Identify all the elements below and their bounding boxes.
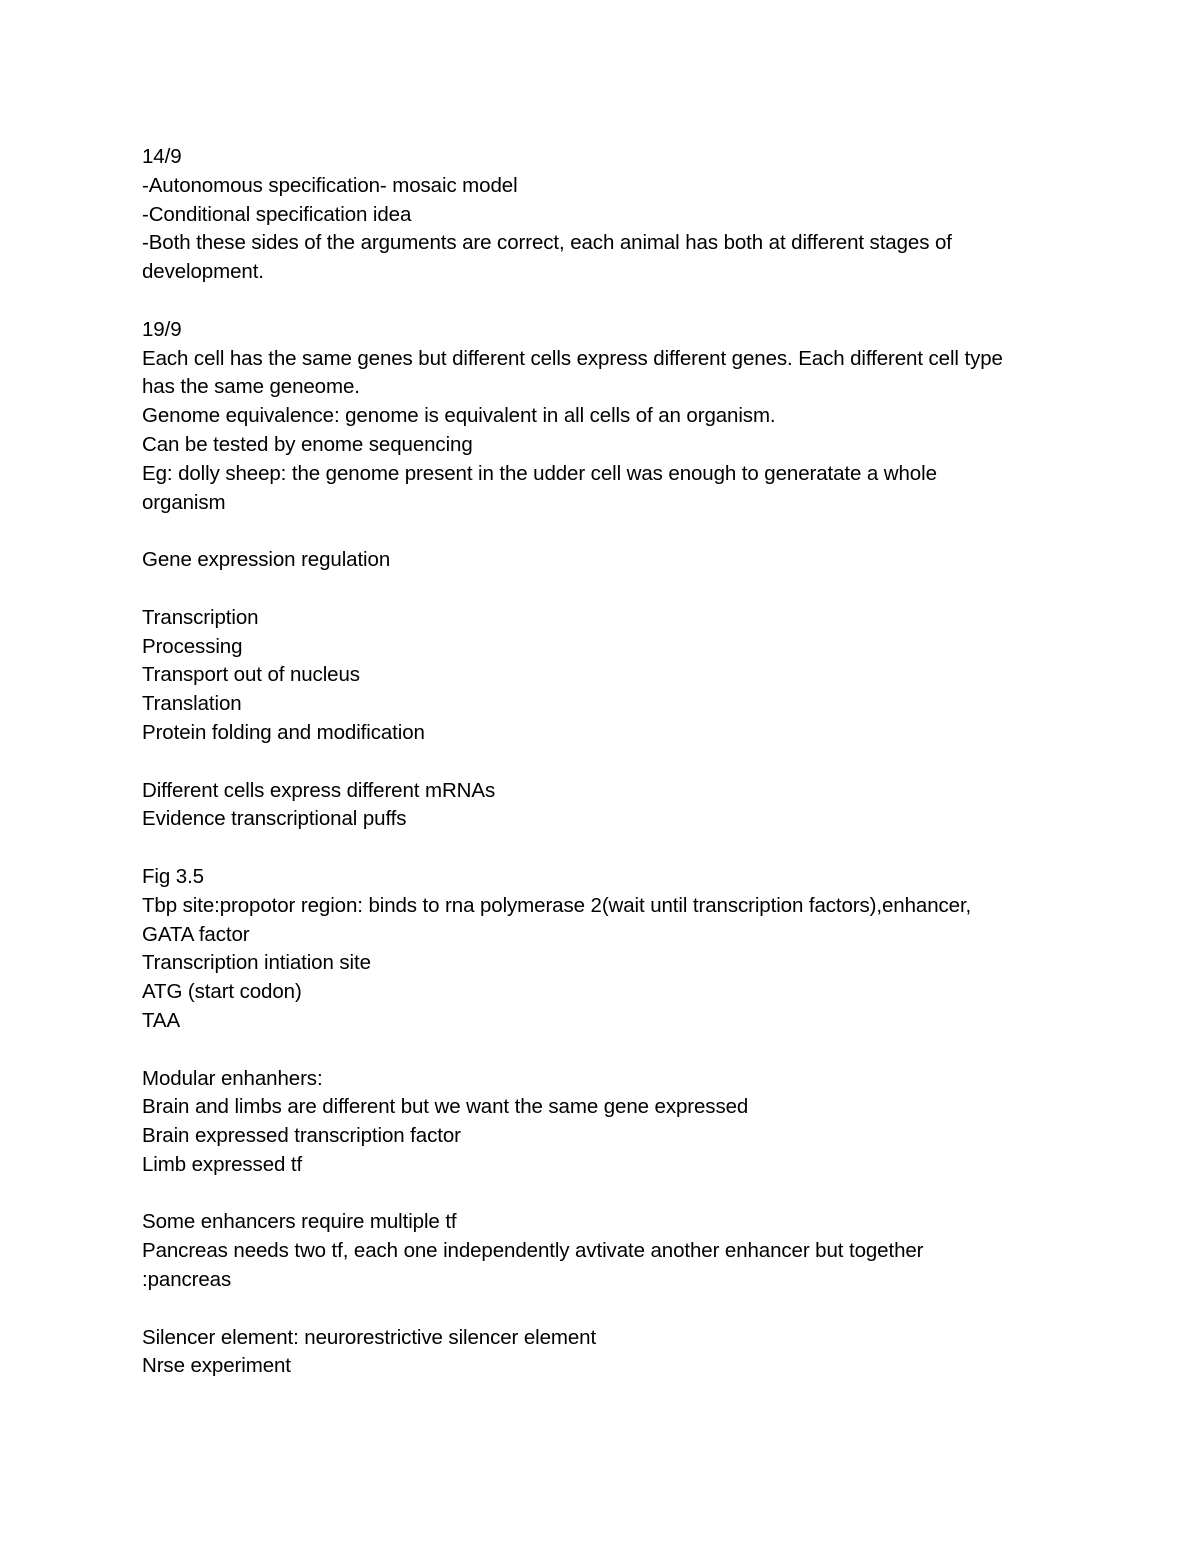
text-line: -Conditional specification idea xyxy=(142,202,412,226)
text-line: GATA factor xyxy=(142,922,250,946)
blank-line xyxy=(142,287,1062,316)
text-line: Can be tested by enome sequencing xyxy=(142,432,473,456)
text-line: Evidence transcriptional puffs xyxy=(142,807,407,831)
text-line: Tbp site:propotor region: binds to rna polymerase 2(wait until transcription factors),enhancer, xyxy=(142,893,972,917)
blank-line xyxy=(142,1295,1062,1324)
blank-line xyxy=(142,834,1062,863)
text-line: Some enhancers require multiple tf xyxy=(142,1210,457,1234)
text-line: Silencer element: neurorestrictive silencer element xyxy=(142,1325,597,1349)
text-line: Nrse experiment xyxy=(142,1354,291,1378)
section-19-9 xyxy=(142,316,1062,518)
section-gene-expression-regulation xyxy=(142,546,1062,575)
section-mrnas xyxy=(142,777,1062,835)
section-silencer xyxy=(142,1324,1062,1382)
blank-line xyxy=(142,748,1062,777)
text-line: TAA xyxy=(142,1008,181,1032)
list-item: Processing xyxy=(142,634,243,658)
text-line: Brain and limbs are different but we want the same gene expressed xyxy=(142,1095,749,1119)
list-item: Translation xyxy=(142,692,242,716)
text-line: Each cell has the same genes but different cells express different genes. Each different cell type xyxy=(142,346,1003,370)
list-item: Transcription xyxy=(142,605,259,629)
text-line: Pancreas needs two tf, each one independently avtivate another enhancer but together xyxy=(142,1239,924,1263)
blank-line xyxy=(142,1036,1062,1065)
text-line: has the same geneome. xyxy=(142,375,360,399)
section-regulation-steps xyxy=(142,604,1062,748)
text-line: Genome equivalence: genome is equivalent in all cells of an organism. xyxy=(142,404,776,428)
section-heading: Modular enhanhers: xyxy=(142,1066,323,1090)
section-modular-enhancers xyxy=(142,1065,1062,1180)
text-line: Different cells express different mRNAs xyxy=(142,778,496,802)
section-date: 14/9 xyxy=(142,145,182,168)
section-date: 19/9 xyxy=(142,317,182,341)
list-item: Transport out of nucleus xyxy=(142,663,360,687)
text-line: organism xyxy=(142,490,226,514)
text-line: Brain expressed transcription factor xyxy=(142,1124,461,1148)
section-multiple-tf xyxy=(142,1208,1062,1294)
text-line: -Autonomous specification- mosaic model xyxy=(142,173,518,197)
blank-line xyxy=(142,575,1062,604)
blank-line xyxy=(142,517,1062,546)
text-line: ATG (start codon) xyxy=(142,980,302,1004)
text-line: :pancreas xyxy=(142,1268,232,1292)
text-line: Transcription intiation site xyxy=(142,951,371,975)
blank-line xyxy=(142,1180,1062,1209)
text-line: development. xyxy=(142,260,264,284)
document-body xyxy=(142,143,1062,1381)
section-heading: Gene expression regulation xyxy=(142,548,391,572)
section-14-9 xyxy=(142,143,1062,287)
section-heading: Fig 3.5 xyxy=(142,864,204,888)
section-fig-3-5 xyxy=(142,863,1062,1036)
text-line: Eg: dolly sheep: the genome present in the udder cell was enough to generatate a whole xyxy=(142,461,937,485)
list-item: Protein folding and modification xyxy=(142,720,425,744)
text-line: -Both these sides of the arguments are correct, each animal has both at different stages of xyxy=(142,231,952,255)
text-line: Limb expressed tf xyxy=(142,1152,303,1176)
